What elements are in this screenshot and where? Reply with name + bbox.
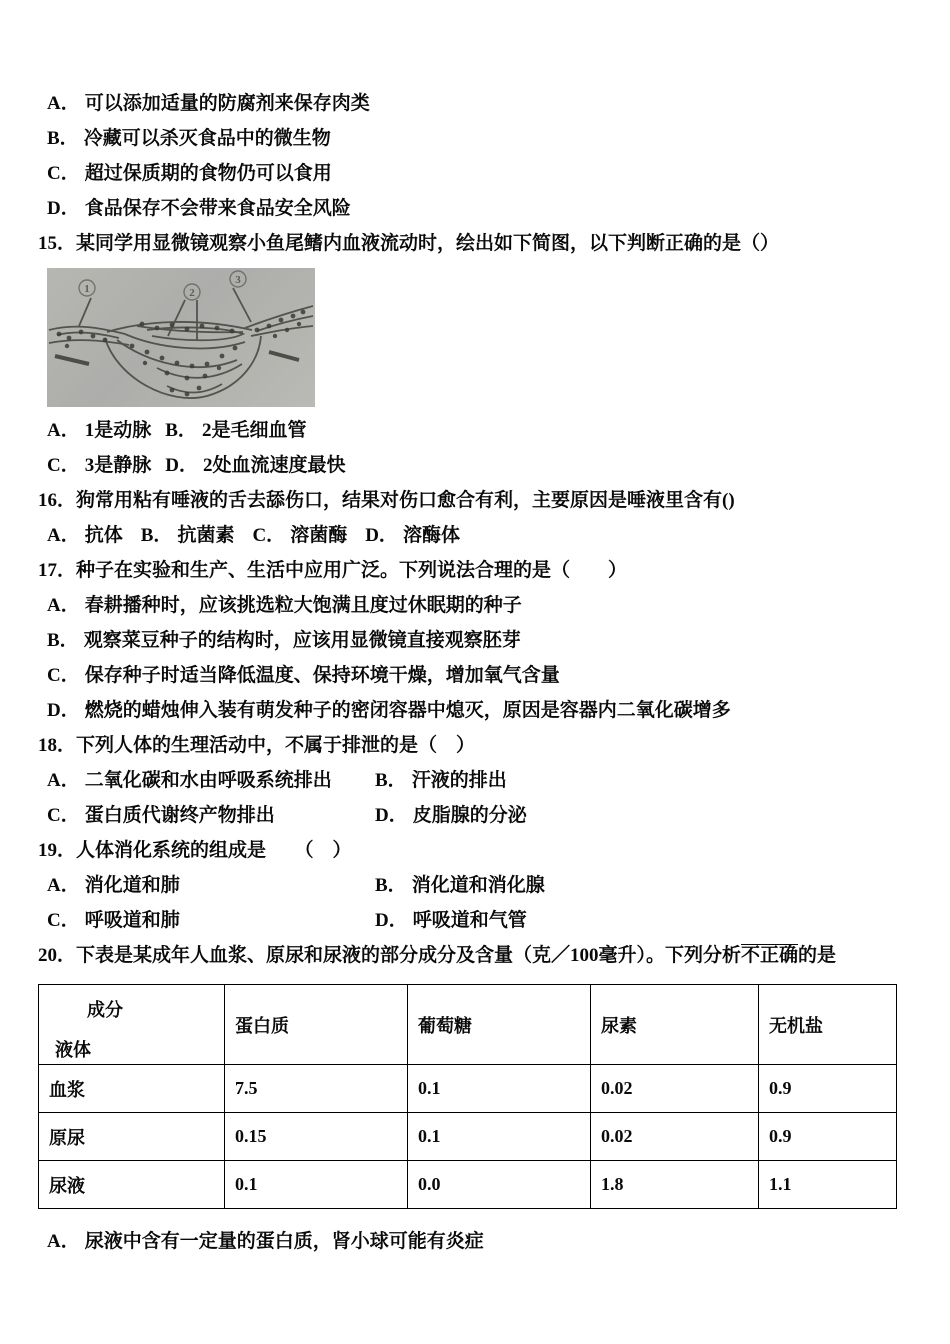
q19-options-row1 bbox=[38, 868, 910, 903]
q15-option-a bbox=[47, 420, 151, 441]
q18-option-b bbox=[375, 763, 507, 798]
option-label: B． bbox=[375, 875, 407, 896]
option-label: C． bbox=[47, 163, 80, 184]
figure-label-1: 1 bbox=[84, 283, 90, 295]
q15-option-c bbox=[47, 455, 151, 476]
option-label: C． bbox=[47, 910, 80, 931]
figure-label-3: 3 bbox=[235, 274, 241, 286]
option-text: 可以添加适量的防腐剂来保存肉类 bbox=[84, 93, 370, 114]
option-text: 冷藏可以杀灭食品中的微生物 bbox=[83, 128, 331, 149]
q16-option-b bbox=[141, 518, 235, 553]
q15-options-row1 bbox=[38, 413, 910, 448]
cell-value: 1.8 bbox=[591, 1161, 759, 1209]
cell-value: 0.02 bbox=[591, 1065, 759, 1113]
cell-value: 0.15 bbox=[225, 1113, 408, 1161]
option-text: 二氧化碳和水由呼吸系统排出 bbox=[84, 770, 332, 791]
option-label: C． bbox=[252, 525, 286, 546]
q18-options-row2 bbox=[38, 798, 910, 833]
q18-option-d bbox=[375, 798, 527, 833]
option-text: 汗液的排出 bbox=[411, 770, 507, 791]
option-label: A． bbox=[47, 525, 80, 546]
table-row-primary-urine bbox=[39, 1113, 897, 1161]
q19-option-d bbox=[375, 903, 527, 938]
table-row-plasma bbox=[39, 1065, 897, 1113]
q16-option-a bbox=[47, 518, 123, 553]
option-text: 溶菌酶 bbox=[290, 525, 348, 546]
q14-option-a bbox=[38, 86, 910, 121]
q19-stem: 19．人体消化系统的组成是 （ ） bbox=[38, 840, 352, 861]
option-label: A． bbox=[47, 875, 80, 896]
q14-option-c bbox=[38, 156, 910, 191]
cell-value: 0.1 bbox=[408, 1065, 591, 1113]
q15-option-b bbox=[165, 420, 306, 441]
option-text: 消化道和肺 bbox=[84, 875, 180, 896]
row-label: 尿液 bbox=[39, 1161, 225, 1209]
cell-value: 1.1 bbox=[759, 1161, 897, 1209]
q20-option-a bbox=[38, 1224, 910, 1259]
option-text: 2是毛细血管 bbox=[201, 420, 307, 441]
q17-stem: 17．种子在实验和生产、生活中应用广泛。下列说法合理的是（ ） bbox=[38, 560, 628, 581]
option-label: A． bbox=[47, 595, 80, 616]
option-label: D． bbox=[47, 198, 80, 219]
q18-option-c bbox=[47, 798, 375, 833]
column-header-urea: 尿素 bbox=[591, 985, 759, 1065]
row-label: 原尿 bbox=[39, 1113, 225, 1161]
q16-option-d bbox=[365, 518, 460, 553]
option-label: B． bbox=[375, 770, 407, 791]
q15-stem: 15．某同学用显微镜观察小鱼尾鳍内血液流动时，绘出如下简图，以下判断正确的是（） bbox=[38, 233, 780, 254]
q17-option-a bbox=[38, 588, 910, 623]
q19-option-a bbox=[47, 868, 375, 903]
option-label: C． bbox=[47, 455, 80, 476]
option-label: D． bbox=[365, 525, 398, 546]
option-text: 抗体 bbox=[84, 525, 123, 546]
option-label: D． bbox=[47, 700, 80, 721]
option-text: 蛋白质代谢终产物排出 bbox=[84, 805, 275, 826]
q15-option-d bbox=[165, 455, 345, 476]
q19-options-row2 bbox=[38, 903, 910, 938]
option-text: 燃烧的蜡烛伸入装有萌发种子的密闭容器中熄灭，原因是容器内二氧化碳增多 bbox=[84, 700, 731, 721]
q16-options-row bbox=[38, 518, 910, 553]
q16-option-c bbox=[252, 518, 347, 553]
option-text: 春耕播种时，应该挑选粒大饱满且度过休眠期的种子 bbox=[84, 595, 522, 616]
option-label: A． bbox=[47, 420, 80, 441]
option-label: A． bbox=[47, 93, 80, 114]
option-text: 尿液中含有一定量的蛋白质，肾小球可能有炎症 bbox=[84, 1231, 484, 1252]
option-label: B． bbox=[47, 128, 79, 149]
cell-value: 0.9 bbox=[759, 1065, 897, 1113]
option-label: A． bbox=[47, 770, 80, 791]
q20-stem-prefix: 20．下表是某成年人血浆、原尿和尿液的部分成分及含量（克／100毫升）。下列分析 bbox=[38, 945, 742, 966]
q18-options-row1 bbox=[38, 763, 910, 798]
option-text: 呼吸道和肺 bbox=[84, 910, 180, 931]
corner-label-component: 成分 bbox=[87, 999, 123, 1020]
option-text: 2处血流速度最快 bbox=[202, 455, 346, 476]
q20-stem bbox=[38, 938, 910, 973]
column-header-glucose: 葡萄糖 bbox=[408, 985, 591, 1065]
q17-option-d bbox=[38, 693, 910, 728]
cell-value: 0.1 bbox=[408, 1113, 591, 1161]
option-label: D． bbox=[375, 805, 408, 826]
fish-tailfin-bloodflow-figure bbox=[47, 268, 315, 407]
option-label: B． bbox=[140, 525, 173, 546]
figure-label-2: 2 bbox=[189, 287, 195, 299]
table-header-row bbox=[39, 985, 897, 1065]
fish-tailfin-bloodflow-drawing bbox=[47, 268, 315, 407]
q17-option-b bbox=[38, 623, 910, 658]
option-text: 观察菜豆种子的结构时，应该用显微镜直接观察胚芽 bbox=[83, 630, 521, 651]
option-label: A． bbox=[47, 1231, 80, 1252]
q19-option-c bbox=[47, 903, 375, 938]
cell-value: 0.9 bbox=[759, 1113, 897, 1161]
option-label: B． bbox=[47, 630, 79, 651]
option-text: 抗菌素 bbox=[177, 525, 235, 546]
option-text: 3是静脉 bbox=[84, 455, 152, 476]
option-text: 消化道和消化腺 bbox=[411, 875, 545, 896]
option-text: 超过保质期的食物仍可以食用 bbox=[84, 163, 332, 184]
option-text: 保存种子时适当降低温度、保持环境干燥，增加氧气含量 bbox=[84, 665, 560, 686]
q20-stem-suffix: 的是 bbox=[798, 945, 837, 966]
table-row-urine bbox=[39, 1161, 897, 1209]
q16-stem: 16．狗常用粘有唾液的舌去舔伤口，结果对伤口愈合有利，主要原因是唾液里含有() bbox=[38, 490, 735, 511]
cell-value: 0.1 bbox=[225, 1161, 408, 1209]
table-corner-cell bbox=[39, 985, 225, 1065]
option-text: 溶酶体 bbox=[402, 525, 460, 546]
option-label: C． bbox=[47, 805, 80, 826]
q20-composition-table bbox=[38, 984, 897, 1209]
q18-option-a bbox=[47, 763, 375, 798]
option-label: D． bbox=[165, 455, 198, 476]
column-header-protein: 蛋白质 bbox=[225, 985, 408, 1065]
option-label: B． bbox=[165, 420, 197, 441]
q18-stem: 18．下列人体的生理活动中，不属于排泄的是（ ） bbox=[38, 735, 476, 756]
q14-option-d bbox=[38, 191, 910, 226]
q19-option-b bbox=[375, 868, 545, 903]
option-text: 食品保存不会带来食品安全风险 bbox=[84, 198, 351, 219]
option-label: C． bbox=[47, 665, 80, 686]
option-text: 1是动脉 bbox=[84, 420, 152, 441]
row-label: 血浆 bbox=[39, 1065, 225, 1113]
corner-label-liquid: 液体 bbox=[55, 1039, 91, 1060]
cell-value: 0.02 bbox=[591, 1113, 759, 1161]
option-text: 皮脂腺的分泌 bbox=[412, 805, 527, 826]
q17-option-c bbox=[38, 658, 910, 693]
cell-value: 0.0 bbox=[408, 1161, 591, 1209]
q20-stem-emphasis: 不正确 bbox=[741, 945, 799, 966]
column-header-inorganic-salt: 无机盐 bbox=[759, 985, 897, 1065]
q14-option-b bbox=[38, 121, 910, 156]
cell-value: 7.5 bbox=[225, 1065, 408, 1113]
option-text: 呼吸道和气管 bbox=[412, 910, 527, 931]
option-label: D． bbox=[375, 910, 408, 931]
q15-options-row2 bbox=[38, 448, 910, 483]
